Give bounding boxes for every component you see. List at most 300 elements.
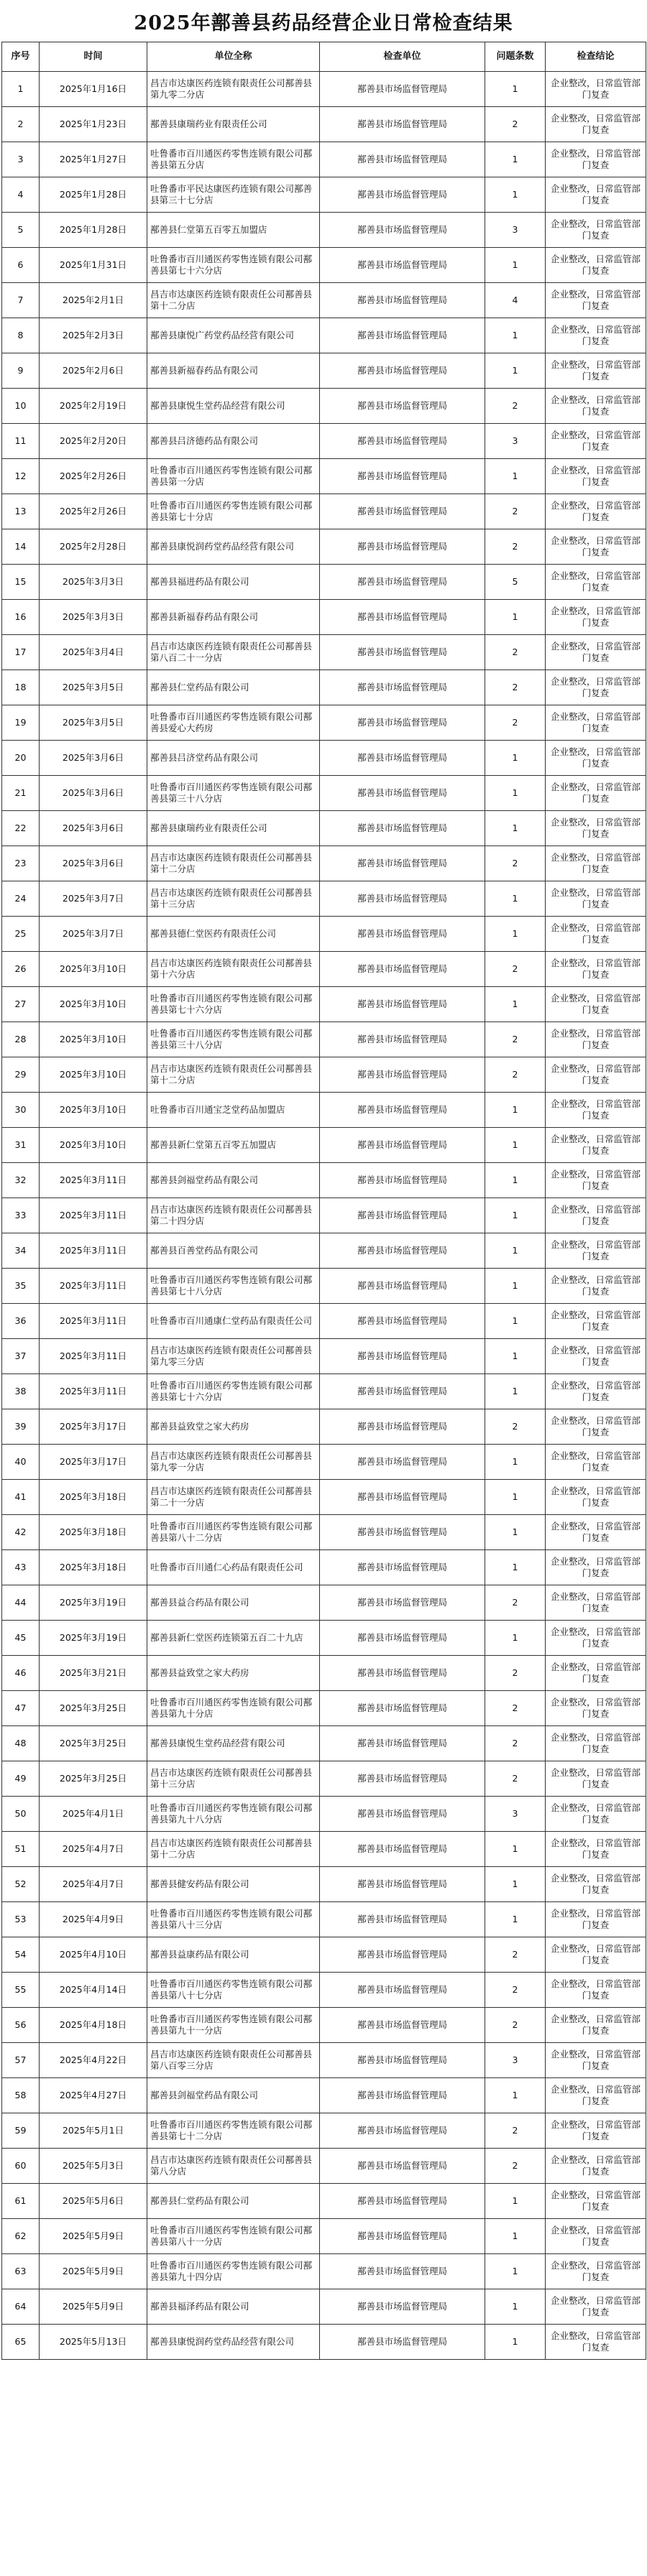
- cell-index: 44: [2, 1585, 40, 1621]
- cell-conclusion: 企业整改，日常监管部门复查: [546, 917, 646, 952]
- cell-conclusion: 企业整改，日常监管部门复查: [546, 459, 646, 494]
- cell-inspector: 鄯善县市场监督管理局: [320, 2008, 485, 2043]
- cell-company: 昌吉市达康医药连锁有限责任公司鄯善县第九零二分店: [147, 72, 320, 107]
- cell-inspector: 鄯善县市场监督管理局: [320, 1550, 485, 1585]
- cell-company: 鄯善县益合药品有限公司: [147, 1585, 320, 1621]
- cell-date: 2025年3月11日: [40, 1304, 147, 1339]
- cell-company: 鄯善县康瑞药业有限责任公司: [147, 107, 320, 142]
- cell-date: 2025年2月28日: [40, 529, 147, 565]
- cell-conclusion: 企业整改，日常监管部门复查: [546, 846, 646, 881]
- table-row: [2, 811, 646, 846]
- cell-company: 鄯善县吕济德药品有限公司: [147, 424, 320, 459]
- cell-conclusion: 企业整改，日常监管部门复查: [546, 1621, 646, 1656]
- cell-inspector: 鄯善县市场监督管理局: [320, 2219, 485, 2254]
- cell-date: 2025年3月7日: [40, 881, 147, 917]
- cell-index: 54: [2, 1937, 40, 1973]
- cell-index: 38: [2, 1374, 40, 1409]
- cell-inspector: 鄯善县市场监督管理局: [320, 2325, 485, 2360]
- cell-index: 47: [2, 1691, 40, 1726]
- cell-inspector: 鄯善县市场监督管理局: [320, 529, 485, 565]
- cell-date: 2025年5月3日: [40, 2149, 147, 2184]
- cell-conclusion: 企业整改，日常监管部门复查: [546, 881, 646, 917]
- table-row: [2, 1409, 646, 1445]
- cell-issue-count: 1: [485, 1550, 546, 1585]
- cell-conclusion: 企业整改，日常监管部门复查: [546, 2078, 646, 2113]
- cell-index: 18: [2, 670, 40, 705]
- cell-date: 2025年1月23日: [40, 107, 147, 142]
- cell-company: 昌吉市达康医药连锁有限责任公司鄯善县第二十四分店: [147, 1198, 320, 1233]
- cell-date: 2025年3月10日: [40, 952, 147, 987]
- cell-conclusion: 企业整改，日常监管部门复查: [546, 987, 646, 1022]
- table-row: [2, 1656, 646, 1691]
- cell-date: 2025年3月17日: [40, 1409, 147, 1445]
- cell-date: 2025年4月10日: [40, 1937, 147, 1973]
- cell-issue-count: 2: [485, 2113, 546, 2149]
- cell-date: 2025年3月10日: [40, 1128, 147, 1163]
- cell-issue-count: 1: [485, 1233, 546, 1269]
- cell-conclusion: 企业整改，日常监管部门复查: [546, 107, 646, 142]
- cell-company: 吐鲁番市百川通医药零售连锁有限公司鄯善县第九十一分店: [147, 2008, 320, 2043]
- cell-company: 昌吉市达康医药连锁有限责任公司鄯善县第八分店: [147, 2149, 320, 2184]
- cell-company: 鄯善县新仁堂第五百零五加盟店: [147, 1128, 320, 1163]
- table-row: [2, 1269, 646, 1304]
- cell-issue-count: 2: [485, 1726, 546, 1761]
- table-row: [2, 1057, 646, 1093]
- cell-issue-count: 2: [485, 1761, 546, 1797]
- cell-company: 鄯善县新福春药品有限公司: [147, 353, 320, 389]
- cell-conclusion: 企业整改，日常监管部门复查: [546, 670, 646, 705]
- cell-date: 2025年3月11日: [40, 1163, 147, 1198]
- table-row: [2, 670, 646, 705]
- table-row: [2, 283, 646, 318]
- cell-conclusion: 企业整改，日常监管部门复查: [546, 952, 646, 987]
- cell-date: 2025年3月19日: [40, 1585, 147, 1621]
- cell-inspector: 鄯善县市场监督管理局: [320, 881, 485, 917]
- cell-date: 2025年3月21日: [40, 1656, 147, 1691]
- cell-date: 2025年2月1日: [40, 283, 147, 318]
- cell-index: 1: [2, 72, 40, 107]
- cell-conclusion: 企业整改，日常监管部门复查: [546, 1550, 646, 1585]
- cell-company: 吐鲁番市百川通宝芝堂药品加盟店: [147, 1093, 320, 1128]
- table-row: [2, 952, 646, 987]
- cell-index: 26: [2, 952, 40, 987]
- cell-issue-count: 2: [485, 1022, 546, 1057]
- cell-date: 2025年3月10日: [40, 1057, 147, 1093]
- table-row: [2, 2184, 646, 2219]
- cell-index: 34: [2, 1233, 40, 1269]
- cell-conclusion: 企业整改，日常监管部门复查: [546, 1797, 646, 1832]
- cell-company: 昌吉市达康医药连锁有限责任公司鄯善县第十二分店: [147, 283, 320, 318]
- cell-conclusion: 企业整改，日常监管部门复查: [546, 741, 646, 776]
- cell-inspector: 鄯善县市场监督管理局: [320, 1374, 485, 1409]
- cell-issue-count: 5: [485, 565, 546, 600]
- cell-issue-count: 2: [485, 1937, 546, 1973]
- cell-date: 2025年3月11日: [40, 1233, 147, 1269]
- cell-company: 昌吉市达康医药连锁有限责任公司鄯善县第十二分店: [147, 846, 320, 881]
- cell-date: 2025年5月9日: [40, 2254, 147, 2289]
- table-row: [2, 1093, 646, 1128]
- cell-index: 46: [2, 1656, 40, 1691]
- cell-index: 31: [2, 1128, 40, 1163]
- cell-index: 55: [2, 1973, 40, 2008]
- cell-conclusion: 企业整改，日常监管部门复查: [546, 1445, 646, 1480]
- cell-conclusion: 企业整改，日常监管部门复查: [546, 2184, 646, 2219]
- cell-index: 65: [2, 2325, 40, 2360]
- cell-inspector: 鄯善县市场监督管理局: [320, 2254, 485, 2289]
- cell-inspector: 鄯善县市场监督管理局: [320, 917, 485, 952]
- cell-date: 2025年1月16日: [40, 72, 147, 107]
- cell-company: 鄯善县益致堂之家大药房: [147, 1656, 320, 1691]
- table-row: [2, 142, 646, 177]
- cell-conclusion: 企业整改，日常监管部门复查: [546, 2219, 646, 2254]
- cell-index: 57: [2, 2043, 40, 2078]
- cell-date: 2025年3月6日: [40, 741, 147, 776]
- cell-issue-count: 3: [485, 1797, 546, 1832]
- table-row: [2, 2113, 646, 2149]
- cell-index: 6: [2, 248, 40, 283]
- cell-index: 61: [2, 2184, 40, 2219]
- cell-inspector: 鄯善县市场监督管理局: [320, 459, 485, 494]
- cell-inspector: 鄯善县市场监督管理局: [320, 741, 485, 776]
- cell-conclusion: 企业整改，日常监管部门复查: [546, 1832, 646, 1867]
- cell-company: 吐鲁番市百川通仁心药品有限责任公司: [147, 1550, 320, 1585]
- cell-conclusion: 企业整改，日常监管部门复查: [546, 1867, 646, 1902]
- cell-issue-count: 2: [485, 107, 546, 142]
- cell-issue-count: 1: [485, 459, 546, 494]
- table-row: [2, 248, 646, 283]
- cell-inspector: 鄯善县市场监督管理局: [320, 1304, 485, 1339]
- cell-conclusion: 企业整改，日常监管部门复查: [546, 1761, 646, 1797]
- table-row: [2, 987, 646, 1022]
- cell-conclusion: 企业整改，日常监管部门复查: [546, 2043, 646, 2078]
- cell-date: 2025年2月26日: [40, 459, 147, 494]
- cell-date: 2025年3月6日: [40, 846, 147, 881]
- cell-issue-count: 1: [485, 1621, 546, 1656]
- cell-issue-count: 1: [485, 142, 546, 177]
- cell-inspector: 鄯善县市场监督管理局: [320, 670, 485, 705]
- cell-inspector: 鄯善县市场监督管理局: [320, 1057, 485, 1093]
- cell-company: 吐鲁番市百川通医药零售连锁有限公司鄯善县第一分店: [147, 459, 320, 494]
- table-row: [2, 635, 646, 670]
- cell-company: 吐鲁番市百川通医药零售连锁有限公司鄯善县第九十分店: [147, 1691, 320, 1726]
- cell-company: 鄯善县康瑞药业有限责任公司: [147, 811, 320, 846]
- cell-company: 吐鲁番市百川通医药零售连锁有限公司鄯善县第七十六分店: [147, 248, 320, 283]
- cell-issue-count: 2: [485, 952, 546, 987]
- cell-date: 2025年1月28日: [40, 213, 147, 248]
- cell-issue-count: 2: [485, 670, 546, 705]
- table-header-row: [2, 42, 646, 72]
- cell-inspector: 鄯善县市场监督管理局: [320, 1198, 485, 1233]
- cell-index: 9: [2, 353, 40, 389]
- cell-issue-count: 2: [485, 2149, 546, 2184]
- cell-company: 鄯善县康悦生堂药品经营有限公司: [147, 389, 320, 424]
- cell-inspector: 鄯善县市场监督管理局: [320, 1973, 485, 2008]
- cell-index: 24: [2, 881, 40, 917]
- table-row: [2, 1797, 646, 1832]
- table-row: [2, 1233, 646, 1269]
- cell-company: 鄯善县康悦润药堂药品经营有限公司: [147, 2325, 320, 2360]
- cell-conclusion: 企业整改，日常监管部门复查: [546, 565, 646, 600]
- cell-issue-count: 1: [485, 881, 546, 917]
- table-row: [2, 424, 646, 459]
- cell-index: 27: [2, 987, 40, 1022]
- table-row: [2, 1726, 646, 1761]
- cell-inspector: 鄯善县市场监督管理局: [320, 318, 485, 353]
- table-row: [2, 213, 646, 248]
- cell-company: 鄯善县百善堂药品有限公司: [147, 1233, 320, 1269]
- cell-issue-count: 1: [485, 1832, 546, 1867]
- cell-company: 吐鲁番市百川通医药零售连锁有限公司鄯善县第七十分店: [147, 494, 320, 529]
- cell-company: 鄯善县仁堂药品有限公司: [147, 2184, 320, 2219]
- cell-date: 2025年3月17日: [40, 1445, 147, 1480]
- table-row: [2, 2254, 646, 2289]
- cell-company: 昌吉市达康医药连锁有限责任公司鄯善县第十六分店: [147, 952, 320, 987]
- cell-company: 吐鲁番市百川通医药零售连锁有限公司鄯善县第五分店: [147, 142, 320, 177]
- cell-issue-count: 1: [485, 248, 546, 283]
- cell-date: 2025年2月6日: [40, 353, 147, 389]
- cell-inspector: 鄯善县市场监督管理局: [320, 1480, 485, 1515]
- cell-conclusion: 企业整改，日常监管部门复查: [546, 318, 646, 353]
- cell-issue-count: 1: [485, 72, 546, 107]
- table-row: [2, 177, 646, 213]
- cell-index: 3: [2, 142, 40, 177]
- cell-inspector: 鄯善县市场监督管理局: [320, 2149, 485, 2184]
- cell-conclusion: 企业整改，日常监管部门复查: [546, 811, 646, 846]
- cell-date: 2025年2月20日: [40, 424, 147, 459]
- cell-company: 昌吉市达康医药连锁有限责任公司鄯善县第九零三分店: [147, 1339, 320, 1374]
- cell-issue-count: 2: [485, 389, 546, 424]
- table-row: [2, 741, 646, 776]
- cell-issue-count: 1: [485, 1339, 546, 1374]
- cell-date: 2025年3月3日: [40, 565, 147, 600]
- cell-conclusion: 企业整改，日常监管部门复查: [546, 1163, 646, 1198]
- table-row: [2, 1374, 646, 1409]
- cell-inspector: 鄯善县市场监督管理局: [320, 1022, 485, 1057]
- cell-conclusion: 企业整改，日常监管部门复查: [546, 2149, 646, 2184]
- cell-index: 21: [2, 776, 40, 811]
- cell-company: 吐鲁番市百川通医药零售连锁有限公司鄯善县第三十八分店: [147, 776, 320, 811]
- cell-index: 10: [2, 389, 40, 424]
- inspection-results-table: [1, 42, 646, 2360]
- cell-company: 鄯善县新仁堂医药连锁第五百二十九店: [147, 1621, 320, 1656]
- cell-issue-count: 1: [485, 1480, 546, 1515]
- cell-index: 19: [2, 705, 40, 741]
- cell-inspector: 鄯善县市场监督管理局: [320, 1656, 485, 1691]
- cell-conclusion: 企业整改，日常监管部门复查: [546, 353, 646, 389]
- cell-issue-count: 3: [485, 424, 546, 459]
- cell-date: 2025年3月19日: [40, 1621, 147, 1656]
- cell-index: 4: [2, 177, 40, 213]
- table-row: [2, 1163, 646, 1198]
- cell-date: 2025年3月10日: [40, 1022, 147, 1057]
- cell-inspector: 鄯善县市场监督管理局: [320, 776, 485, 811]
- cell-inspector: 鄯善县市场监督管理局: [320, 1902, 485, 1937]
- cell-conclusion: 企业整改，日常监管部门复查: [546, 1726, 646, 1761]
- cell-conclusion: 企业整改，日常监管部门复查: [546, 1656, 646, 1691]
- cell-inspector: 鄯善县市场监督管理局: [320, 107, 485, 142]
- cell-issue-count: 1: [485, 2219, 546, 2254]
- cell-issue-count: 1: [485, 1867, 546, 1902]
- cell-date: 2025年4月7日: [40, 1832, 147, 1867]
- cell-date: 2025年4月7日: [40, 1867, 147, 1902]
- cell-index: 52: [2, 1867, 40, 1902]
- cell-conclusion: 企业整改，日常监管部门复查: [546, 1515, 646, 1550]
- cell-date: 2025年1月31日: [40, 248, 147, 283]
- table-row: [2, 1832, 646, 1867]
- cell-issue-count: 4: [485, 283, 546, 318]
- cell-conclusion: 企业整改，日常监管部门复查: [546, 2254, 646, 2289]
- cell-issue-count: 2: [485, 1973, 546, 2008]
- cell-inspector: 鄯善县市场监督管理局: [320, 1515, 485, 1550]
- table-row: [2, 2078, 646, 2113]
- cell-company: 鄯善县康悦广药堂药品经营有限公司: [147, 318, 320, 353]
- cell-company: 鄯善县吕济堂药品有限公司: [147, 741, 320, 776]
- cell-conclusion: 企业整改，日常监管部门复查: [546, 2289, 646, 2325]
- cell-date: 2025年3月10日: [40, 987, 147, 1022]
- cell-issue-count: 1: [485, 1093, 546, 1128]
- cell-conclusion: 企业整改，日常监管部门复查: [546, 177, 646, 213]
- cell-issue-count: 1: [485, 177, 546, 213]
- cell-company: 吐鲁番市百川通医药零售连锁有限公司鄯善县第八十七分店: [147, 1973, 320, 2008]
- cell-date: 2025年4月1日: [40, 1797, 147, 1832]
- cell-conclusion: 企业整改，日常监管部门复查: [546, 776, 646, 811]
- cell-issue-count: 1: [485, 1128, 546, 1163]
- cell-date: 2025年3月11日: [40, 1269, 147, 1304]
- cell-index: 29: [2, 1057, 40, 1093]
- cell-date: 2025年2月3日: [40, 318, 147, 353]
- table-row: [2, 353, 646, 389]
- table-row: [2, 1022, 646, 1057]
- cell-index: 48: [2, 1726, 40, 1761]
- cell-index: 53: [2, 1902, 40, 1937]
- cell-index: 64: [2, 2289, 40, 2325]
- cell-index: 8: [2, 318, 40, 353]
- cell-issue-count: 1: [485, 1269, 546, 1304]
- cell-date: 2025年3月18日: [40, 1550, 147, 1585]
- table-row: [2, 1621, 646, 1656]
- cell-company: 吐鲁番市百川通医药零售连锁有限公司鄯善县第三十八分店: [147, 1022, 320, 1057]
- cell-conclusion: 企业整改，日常监管部门复查: [546, 1198, 646, 1233]
- cell-company: 鄯善县康悦生堂药品经营有限公司: [147, 1726, 320, 1761]
- cell-inspector: 鄯善县市场监督管理局: [320, 846, 485, 881]
- cell-conclusion: 企业整改，日常监管部门复查: [546, 389, 646, 424]
- cell-issue-count: 2: [485, 1585, 546, 1621]
- cell-inspector: 鄯善县市场监督管理局: [320, 424, 485, 459]
- cell-index: 59: [2, 2113, 40, 2149]
- cell-company: 吐鲁番市平民达康医药连锁有限公司鄯善县第三十七分店: [147, 177, 320, 213]
- cell-conclusion: 企业整改，日常监管部门复查: [546, 424, 646, 459]
- cell-index: 25: [2, 917, 40, 952]
- cell-inspector: 鄯善县市场监督管理局: [320, 213, 485, 248]
- cell-index: 2: [2, 107, 40, 142]
- table-row: [2, 1585, 646, 1621]
- cell-company: 吐鲁番市百川通医药零售连锁有限公司鄯善县第七十六分店: [147, 987, 320, 1022]
- cell-date: 2025年1月28日: [40, 177, 147, 213]
- header-inspector: 检查单位: [320, 42, 485, 72]
- table-row: [2, 705, 646, 741]
- cell-conclusion: 企业整改，日常监管部门复查: [546, 1973, 646, 2008]
- cell-index: 23: [2, 846, 40, 881]
- cell-inspector: 鄯善县市场监督管理局: [320, 1269, 485, 1304]
- header-date: 时间: [40, 42, 147, 72]
- cell-company: 鄯善县仁堂第五百零五加盟店: [147, 213, 320, 248]
- table-row: [2, 1902, 646, 1937]
- cell-date: 2025年3月3日: [40, 600, 147, 635]
- cell-index: 58: [2, 2078, 40, 2113]
- cell-company: 吐鲁番市百川通医药零售连锁有限公司鄯善县第八十三分店: [147, 1902, 320, 1937]
- cell-index: 42: [2, 1515, 40, 1550]
- cell-index: 28: [2, 1022, 40, 1057]
- cell-conclusion: 企业整改，日常监管部门复查: [546, 1409, 646, 1445]
- table-row: [2, 2325, 646, 2360]
- cell-conclusion: 企业整改，日常监管部门复查: [546, 529, 646, 565]
- cell-company: 昌吉市达康医药连锁有限责任公司鄯善县第十二分店: [147, 1057, 320, 1093]
- cell-issue-count: 2: [485, 705, 546, 741]
- table-row: [2, 600, 646, 635]
- cell-inspector: 鄯善县市场监督管理局: [320, 353, 485, 389]
- table-row: [2, 1445, 646, 1480]
- cell-inspector: 鄯善县市场监督管理局: [320, 2078, 485, 2113]
- cell-date: 2025年3月4日: [40, 635, 147, 670]
- cell-conclusion: 企业整改，日常监管部门复查: [546, 1304, 646, 1339]
- cell-inspector: 鄯善县市场监督管理局: [320, 142, 485, 177]
- cell-conclusion: 企业整改，日常监管部门复查: [546, 1269, 646, 1304]
- cell-company: 昌吉市达康医药连锁有限责任公司鄯善县第九零一分店: [147, 1445, 320, 1480]
- cell-inspector: 鄯善县市场监督管理局: [320, 635, 485, 670]
- cell-date: 2025年3月18日: [40, 1515, 147, 1550]
- cell-date: 2025年3月11日: [40, 1339, 147, 1374]
- cell-conclusion: 企业整改，日常监管部门复查: [546, 2325, 646, 2360]
- cell-date: 2025年3月25日: [40, 1691, 147, 1726]
- cell-issue-count: 1: [485, 353, 546, 389]
- cell-issue-count: 1: [485, 917, 546, 952]
- table-row: [2, 1937, 646, 1973]
- cell-date: 2025年3月10日: [40, 1093, 147, 1128]
- cell-conclusion: 企业整改，日常监管部门复查: [546, 1374, 646, 1409]
- cell-index: 36: [2, 1304, 40, 1339]
- cell-inspector: 鄯善县市场监督管理局: [320, 987, 485, 1022]
- cell-issue-count: 1: [485, 1902, 546, 1937]
- table-row: [2, 459, 646, 494]
- cell-issue-count: 1: [485, 811, 546, 846]
- cell-conclusion: 企业整改，日常监管部门复查: [546, 1937, 646, 1973]
- cell-inspector: 鄯善县市场监督管理局: [320, 1691, 485, 1726]
- table-row: [2, 2289, 646, 2325]
- cell-inspector: 鄯善县市场监督管理局: [320, 1163, 485, 1198]
- cell-inspector: 鄯善县市场监督管理局: [320, 1761, 485, 1797]
- cell-date: 2025年3月11日: [40, 1198, 147, 1233]
- cell-company: 吐鲁番市百川通医药零售连锁有限公司鄯善县爱心大药房: [147, 705, 320, 741]
- table-row: [2, 107, 646, 142]
- cell-conclusion: 企业整改，日常监管部门复查: [546, 494, 646, 529]
- cell-conclusion: 企业整改，日常监管部门复查: [546, 1902, 646, 1937]
- cell-company: 鄯善县福进药品有限公司: [147, 565, 320, 600]
- cell-inspector: 鄯善县市场监督管理局: [320, 1339, 485, 1374]
- page-title: 2025年鄯善县药品经营企业日常检查结果: [134, 11, 513, 34]
- cell-date: 2025年2月26日: [40, 494, 147, 529]
- cell-inspector: 鄯善县市场监督管理局: [320, 1128, 485, 1163]
- header-index: 序号: [2, 42, 40, 72]
- cell-conclusion: 企业整改，日常监管部门复查: [546, 635, 646, 670]
- cell-date: 2025年4月9日: [40, 1902, 147, 1937]
- cell-index: 14: [2, 529, 40, 565]
- cell-index: 16: [2, 600, 40, 635]
- cell-date: 2025年5月13日: [40, 2325, 147, 2360]
- cell-date: 2025年3月7日: [40, 917, 147, 952]
- cell-inspector: 鄯善县市场监督管理局: [320, 1409, 485, 1445]
- table-row: [2, 318, 646, 353]
- cell-index: 45: [2, 1621, 40, 1656]
